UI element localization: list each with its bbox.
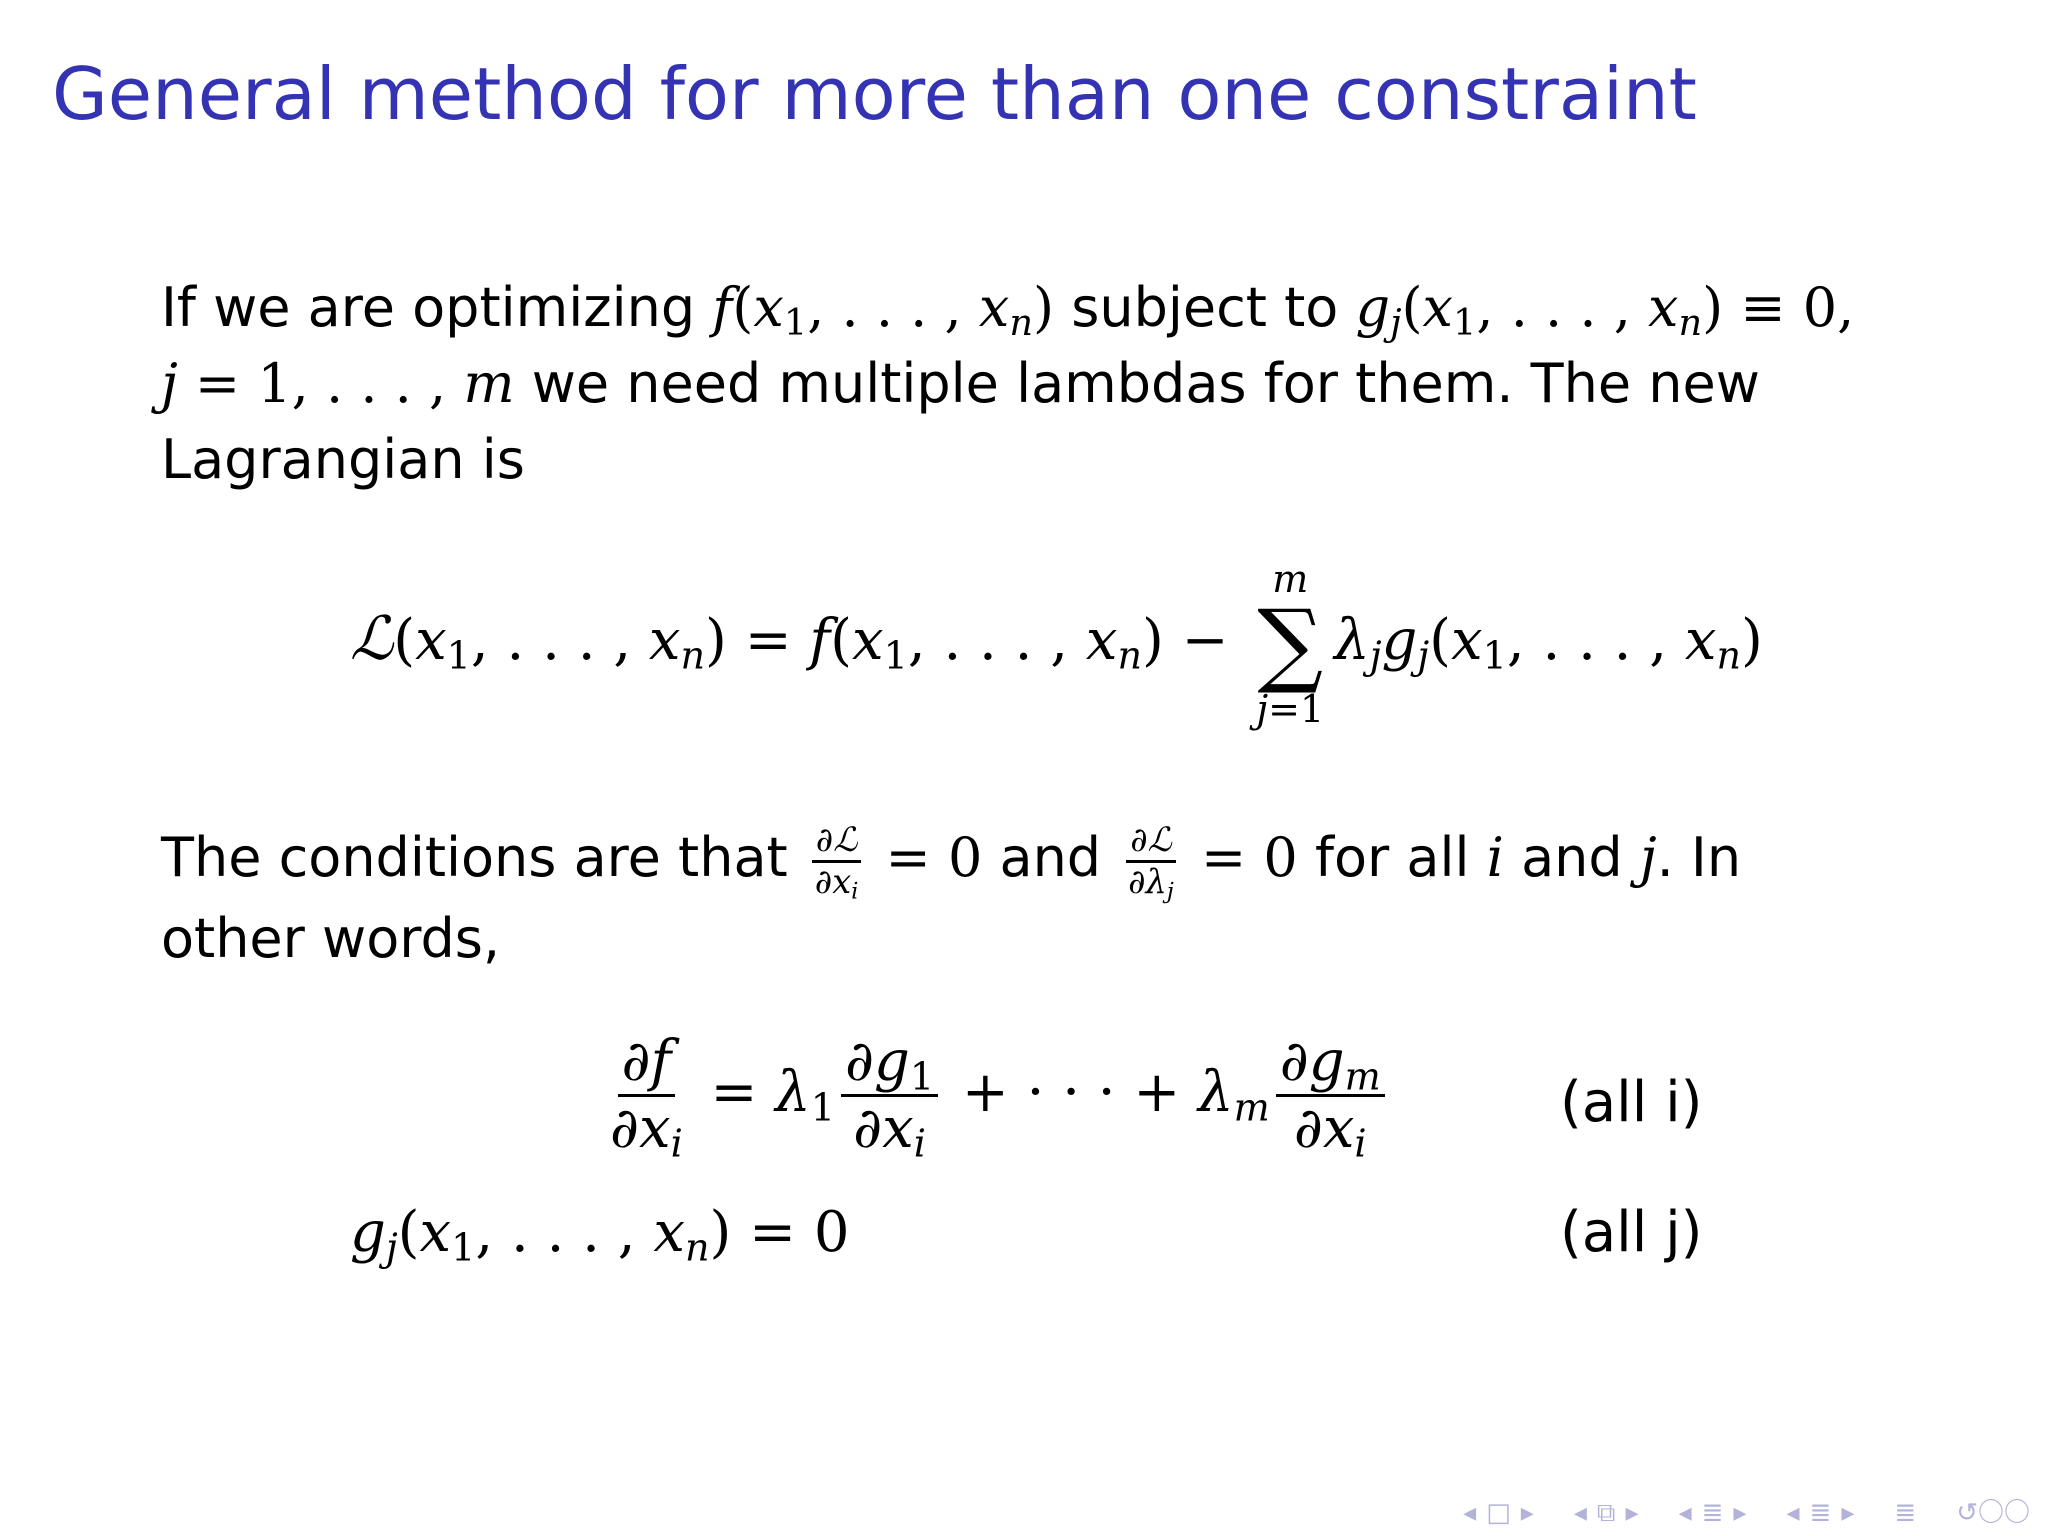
nav-left-icon[interactable]: ◂ (1573, 1498, 1587, 1528)
conditions-text-d: and (1503, 826, 1640, 889)
nav-right-icon[interactable]: ▸ (1625, 1498, 1639, 1528)
tag-all-i: (all i) (1560, 1070, 1703, 1135)
intro-line-1: If we are optimizing $f(x_1$, . . . , $x_n$) subject to $g_j(x_1$, . . . , $x_n) \equiv 0$, (161, 276, 1855, 345)
intro-paragraph (161, 270, 1861, 498)
nav-outline-icon[interactable]: ≣ (1809, 1498, 1832, 1528)
intro-line-3: Lagrangian is (161, 428, 525, 491)
gradient-equation: $\frac{\partial f}{\partial x_i}$ = $\lambda_1$ $\frac{\partial g_1}{\partial x_i}$ + · · · + $\lambda_m$ $\frac{\partial g_m}{\partial x_i}$ (600, 1030, 1391, 1162)
conditions-line-2: other words, (161, 907, 501, 971)
partial-g1-xi: $\frac{\partial g_1}{\partial x_i}$ (841, 1030, 938, 1162)
sum-symbol: m ∑ j=1 (1256, 557, 1325, 731)
conditions-text-e: . In (1656, 826, 1742, 889)
nav-right-icon[interactable]: ▸ (1841, 1498, 1855, 1528)
constraint-equation: $g_j(x_1$, . . . , $x_n) = 0$ (350, 1200, 850, 1270)
partial-L-lambda: $\frac{\text{∂ℒ}}{\partial\lambda_j}$ (1128, 820, 1174, 905)
conditions-text-c: for all (1297, 826, 1487, 889)
frame-title: General method for more than one constraint (52, 52, 1697, 136)
nav-frame-icon[interactable]: □ (1486, 1498, 1511, 1528)
nav-section-icon[interactable]: ≣ (1701, 1498, 1724, 1528)
nav-right-icon[interactable]: ▸ (1733, 1498, 1747, 1528)
partial-f-xi: $\frac{\partial f}{\partial x_i}$ (610, 1029, 683, 1166)
nav-left-icon[interactable]: ◂ (1678, 1498, 1692, 1528)
partial-gm-xi: $\frac{\partial g_m}{\partial x_i}$ (1276, 1030, 1385, 1162)
nav-left-icon[interactable]: ◂ (1786, 1498, 1800, 1528)
nav-right-icon[interactable]: ▸ (1520, 1498, 1534, 1528)
nav-subsection-icon[interactable]: ⧉ (1596, 1498, 1616, 1528)
conditions-line-1: The conditions are that $\frac{\text{∂ℒ}}{\partial x_i}$ = 0 and $\frac{\text{∂ℒ}}{\partial\lambda_j}$ = 0 for all i and j. In (161, 820, 1742, 905)
nav-search-icon[interactable]: ↺〇〇 (1956, 1498, 2030, 1528)
conditions-text-a: The conditions are that (161, 826, 805, 889)
partial-L-xi: $\frac{\text{∂ℒ}}{\partial x_i}$ (811, 821, 862, 901)
nav-left-icon[interactable]: ◂ (1463, 1498, 1477, 1528)
conditions-paragraph (161, 820, 1861, 977)
intro-text-b: subject to (1054, 276, 1356, 339)
tag-all-j: (all j) (1560, 1200, 1703, 1265)
beamer-navigation-bar (1463, 1500, 2030, 1526)
intro-text-c: we need multiple lambdas for them. The new (531, 352, 1760, 415)
intro-line-2: j = 1, . . . , m we need multiple lambdas for them. The new (161, 352, 1760, 415)
intro-text-a: If we are optimizing (161, 276, 713, 339)
lagrangian-equation: $ℒ(x_1$, . . . , $x_n) = f(x_1$, . . . , $x_n$) − m ∑ j=1 $\lambda_jg_j(x_1$, . . . , $x_n$) (350, 557, 1763, 731)
conditions-text-b: and (982, 826, 1119, 889)
nav-appendix-icon[interactable]: ≣ (1894, 1498, 1917, 1528)
